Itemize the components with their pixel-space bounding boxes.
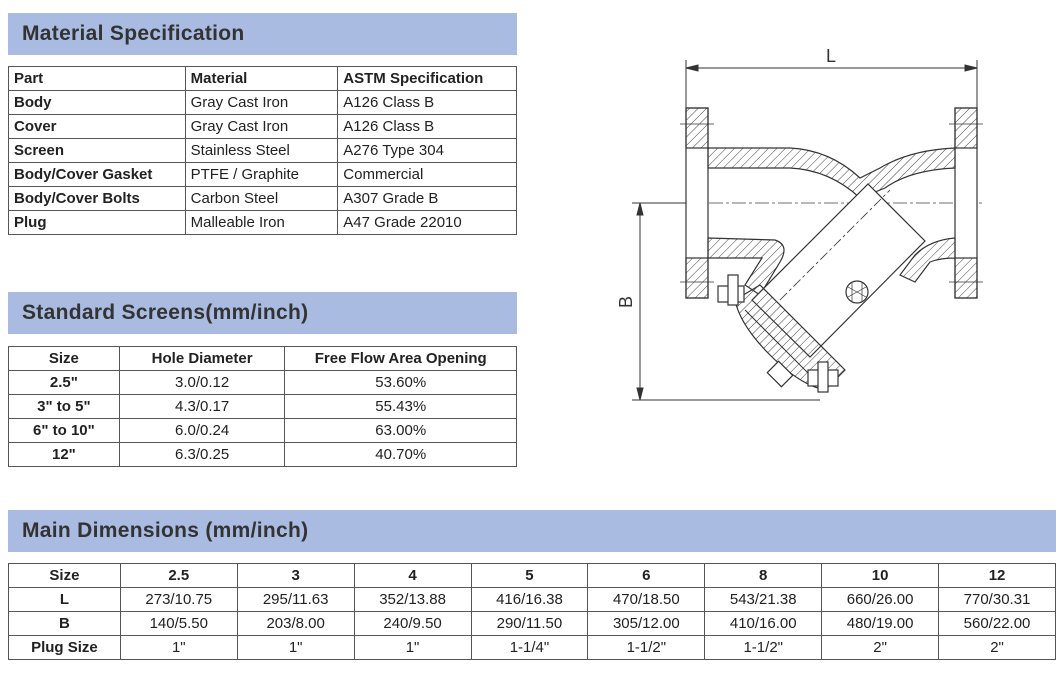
dimension-cell: 273/10.75: [120, 588, 237, 612]
part-cell: Plug: [9, 211, 186, 235]
dimension-cell: 416/16.38: [471, 588, 588, 612]
row-label: Plug Size: [9, 636, 121, 660]
header-size: Size: [9, 347, 120, 371]
material-cell: PTFE / Graphite: [185, 163, 338, 187]
row-label: B: [9, 612, 121, 636]
free-flow-cell: 53.60%: [285, 371, 517, 395]
material-cell: Malleable Iron: [185, 211, 338, 235]
dimension-cell: 1-1/2": [705, 636, 822, 660]
part-cell: Cover: [9, 115, 186, 139]
header-size-col: 3: [237, 564, 354, 588]
table-header-row: [9, 564, 1056, 588]
dimension-cell: 410/16.00: [705, 612, 822, 636]
dimension-cell: 240/9.50: [354, 612, 471, 636]
hole-diameter-cell: 4.3/0.17: [119, 395, 285, 419]
dimension-cell: 305/12.00: [588, 612, 705, 636]
part-cell: Body/Cover Bolts: [9, 187, 186, 211]
astm-cell: Commercial: [338, 163, 517, 187]
size-cell: 12": [9, 443, 120, 467]
standard-screens-title: [8, 292, 517, 334]
astm-cell: A307 Grade B: [338, 187, 517, 211]
material-spec-title: [8, 13, 517, 55]
table-row: [9, 139, 517, 163]
table-row: [9, 443, 517, 467]
free-flow-cell: 55.43%: [285, 395, 517, 419]
dimension-cell: 2": [822, 636, 939, 660]
dimension-cell: 203/8.00: [237, 612, 354, 636]
header-hole-diameter: Hole Diameter: [119, 347, 285, 371]
material-cell: Stainless Steel: [185, 139, 338, 163]
header-material: Material: [185, 67, 338, 91]
table-row: [9, 395, 517, 419]
material-cell: Carbon Steel: [185, 187, 338, 211]
size-cell: 3" to 5": [9, 395, 120, 419]
main-dimensions-title: [8, 510, 1056, 552]
dimension-cell: 1": [354, 636, 471, 660]
hole-diameter-cell: 6.3/0.25: [119, 443, 285, 467]
free-flow-cell: 63.00%: [285, 419, 517, 443]
dimension-cell: 1": [237, 636, 354, 660]
standard-screens-table: [8, 346, 517, 467]
strainer-body: [680, 108, 983, 392]
material-spec-title-text: Material Specification: [22, 22, 245, 45]
size-cell: 2.5": [9, 371, 120, 395]
dimension-cell: 480/19.00: [822, 612, 939, 636]
astm-cell: A126 Class B: [338, 91, 517, 115]
hole-diameter-cell: 6.0/0.24: [119, 419, 285, 443]
dimension-l: [686, 60, 977, 110]
header-size-col: 5: [471, 564, 588, 588]
free-flow-cell: 40.70%: [285, 443, 517, 467]
dimension-cell: 1-1/4": [471, 636, 588, 660]
header-size: Size: [9, 564, 121, 588]
astm-cell: A276 Type 304: [338, 139, 517, 163]
table-row: [9, 163, 517, 187]
header-size-col: 12: [939, 564, 1056, 588]
dimension-cell: 1-1/2": [588, 636, 705, 660]
astm-cell: A47 Grade 22010: [338, 211, 517, 235]
table-row: [9, 419, 517, 443]
dimension-cell: 560/22.00: [939, 612, 1056, 636]
part-cell: Body/Cover Gasket: [9, 163, 186, 187]
header-free-flow: Free Flow Area Opening: [285, 347, 517, 371]
dimension-cell: 660/26.00: [822, 588, 939, 612]
header-size-col: 10: [822, 564, 939, 588]
table-row: [9, 211, 517, 235]
table-header-row: [9, 67, 517, 91]
header-size-col: 8: [705, 564, 822, 588]
part-cell: Screen: [9, 139, 186, 163]
dimension-cell: 470/18.50: [588, 588, 705, 612]
standard-screens-title-text: Standard Screens(mm/inch): [22, 301, 309, 324]
table-row: [9, 612, 1056, 636]
size-cell: 6" to 10": [9, 419, 120, 443]
part-cell: Body: [9, 91, 186, 115]
table-row: [9, 371, 517, 395]
dimension-cell: 352/13.88: [354, 588, 471, 612]
table-header-row: [9, 347, 517, 371]
dimension-cell: 2": [939, 636, 1056, 660]
dimension-l-label: L: [825, 46, 837, 66]
material-spec-table: [8, 66, 517, 235]
header-size-col: 4: [354, 564, 471, 588]
dimension-cell: 770/30.31: [939, 588, 1056, 612]
header-part: Part: [9, 67, 186, 91]
material-cell: Gray Cast Iron: [185, 91, 338, 115]
table-row: [9, 588, 1056, 612]
table-row: [9, 187, 517, 211]
dimension-b-label: B: [616, 295, 636, 309]
dimension-cell: 1": [120, 636, 237, 660]
dimension-cell: 543/21.38: [705, 588, 822, 612]
header-size-col: 6: [588, 564, 705, 588]
table-row: [9, 636, 1056, 660]
main-dimensions-table: [8, 563, 1056, 660]
hole-diameter-cell: 3.0/0.12: [119, 371, 285, 395]
main-dimensions-title-text: Main Dimensions (mm/inch): [22, 519, 309, 542]
astm-cell: A126 Class B: [338, 115, 517, 139]
table-row: [9, 115, 517, 139]
y-strainer-drawing: [600, 40, 1050, 420]
dimension-cell: 295/11.63: [237, 588, 354, 612]
dimension-cell: 140/5.50: [120, 612, 237, 636]
dimension-cell: 290/11.50: [471, 612, 588, 636]
row-label: L: [9, 588, 121, 612]
table-row: [9, 91, 517, 115]
header-size-col: 2.5: [120, 564, 237, 588]
header-astm: ASTM Specification: [338, 67, 517, 91]
material-cell: Gray Cast Iron: [185, 115, 338, 139]
